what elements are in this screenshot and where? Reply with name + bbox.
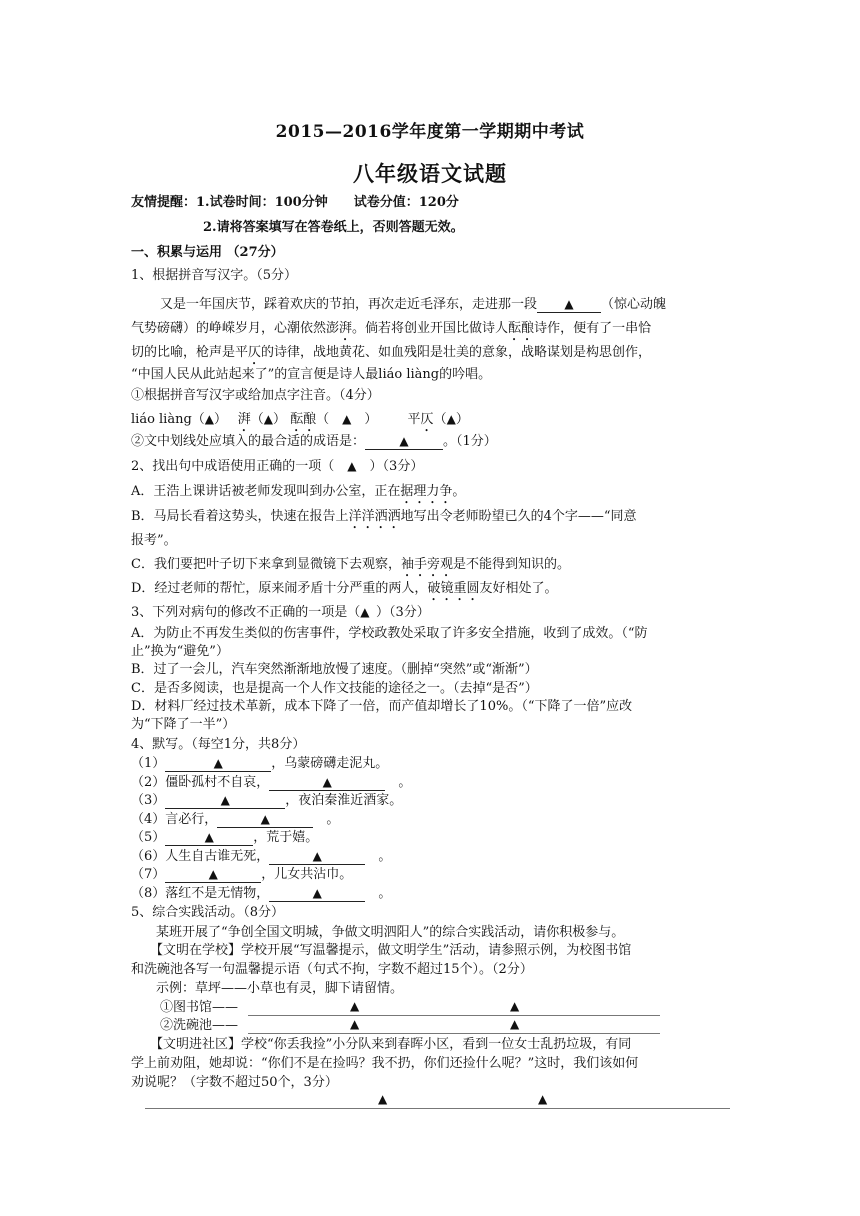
answer-mark: ▲ [360, 605, 370, 619]
q2-option-b: B．马局长看着这势头，快速在报告上洋洋洒洒地写出令老师盼望已久的4个字——“同意 [131, 509, 637, 524]
notice-line-2: 2.请将答案填写在答卷纸上，否则答题无效。 [203, 220, 464, 235]
sink-label: ②洗碗池—— [160, 1018, 239, 1033]
q2-option-a: A．王浩上课讲话被老师发现叫到办公室，正在据理力争。 [131, 484, 466, 499]
answer-mark: ▲ [350, 999, 360, 1013]
answer-mark: ▲ [342, 412, 352, 426]
q4-stem: 4、默写。（每空1分，共8分） [131, 737, 306, 752]
answer-mark: ▲ [510, 1017, 520, 1031]
notice-text-1: 1.试卷时间：100分钟 试卷分值：120分 [196, 195, 459, 210]
q1-answer-blank[interactable]: ▲ [537, 297, 601, 313]
answer-mark: ▲ [446, 412, 456, 426]
q1-sub1-items: liáo liàng（▲） 湃（▲） 酝酿（ ▲ ） 平仄（▲） [131, 412, 469, 427]
recite-blank[interactable]: ▲ [165, 793, 285, 809]
q1-stem: 1、根据拼音写汉字。（5分） [131, 268, 298, 283]
exam-subtitle: 八年级语文试题 [353, 161, 507, 186]
q3-option-b: B．过了一会儿，汽车突然渐渐地放慢了速度。（删掉“突然”或“渐渐”） [131, 662, 538, 677]
q1-sub2: ②文中划线处应填入的最合适的成语是： ▲ 。（1分） [131, 434, 497, 449]
q3-option-a: A．为防止不再发生类似的伤害事件，学校政教处采取了许多安全措施，收到了成效。（“防 [131, 626, 648, 641]
q2-option-b-cont: 报考”。 [131, 533, 177, 548]
q1-sub1: ①根据拼音写汉字或给加点字注音。（4分） [131, 388, 380, 403]
q5-example: 示例：草坪——小草也有灵，脚下请留情。 [156, 981, 404, 996]
answer-mark: ▲ [263, 412, 273, 426]
notice-label: 友情提醒： [131, 195, 197, 210]
q3-option-a-cont: 止”换为“避免”） [131, 644, 229, 659]
q3-option-d-cont: 为“下降了一半”） [131, 717, 236, 732]
exam-title: 2015—2016学年度第一学期期中考试 [275, 122, 585, 142]
q5-community-line-2: 学上前劝阻，她却说：“你们不是在捡吗？我不扔，你们还捡什么呢？”这时，我们该如何 [131, 1056, 639, 1071]
section-heading: 一、积累与运用 （27分） [131, 245, 284, 260]
notice-line-1 [131, 194, 459, 212]
q5-intro: 某班开展了“争创全国文明城，争做文明泗阳人”的综合实践活动，请你积极参与。 [156, 925, 625, 940]
q2-stem: 2、找出句中成语使用正确的一项（ ▲ ）（3分） [131, 459, 424, 474]
q1-passage-line-4: “中国人民从此站起来了”的宣言便是诗人最liáo liàng的吟唱。 [131, 367, 492, 382]
q2-option-d: D．经过老师的帮忙，原来闹矛盾十分严重的两人，破镜重圆友好相处了。 [131, 581, 558, 596]
answer-mark: ▲ [347, 459, 357, 473]
library-label: ①图书馆—— [160, 1000, 239, 1015]
q5-school-line-1: 【文明在学校】学校开展“写温馨提示，做文明学生”活动，请参照示例，为校图书馆 [150, 943, 632, 958]
q5-stem: 5、综合实践活动。（8分） [131, 905, 285, 920]
q5-community-line-1: 【文明进社区】学校“你丢我捡”小分队来到春晖小区，看到一位女士乱扔垃圾，有同 [150, 1037, 632, 1052]
recite-blank[interactable]: ▲ [269, 775, 385, 791]
recite-item: （2）僵卧孤村不自哀， ▲ 。 [131, 775, 412, 790]
q3-stem: 3、下列对病句的修改不正确的一项是（▲ ）（3分） [131, 605, 430, 620]
recite-blank[interactable]: ▲ [269, 849, 365, 865]
answer-mark: ▲ [378, 1092, 388, 1106]
recite-blank[interactable]: ▲ [165, 756, 271, 772]
q1-passage-line-2: 气势磅礴）的峥嵘岁月，心潮依然澎湃。倘若将创业开国比做诗人酝酿诗作，便有了一串恰 [131, 321, 652, 336]
answer-mark: ▲ [538, 1092, 548, 1106]
recite-blank[interactable]: ▲ [269, 886, 365, 902]
library-answer-line[interactable] [248, 1015, 660, 1016]
q5-community-line-3: 劝说呢？（字数不超过50个，3分） [131, 1075, 338, 1090]
q3-option-d: D．材料厂经过技术革新，成本下降了一倍，而产值却增长了10%。（“下降了一倍”应改 [131, 699, 633, 714]
recite-item: （7） ▲ ，儿女共沾巾。 [131, 867, 353, 882]
recite-item: （4）言必行， ▲ 。 [131, 812, 340, 827]
answer-mark: ▲ [350, 1017, 360, 1031]
q5-school-line-2: 和洗碗池各写一句温馨提示语（句式不拘，字数不超过15个）。（2分） [131, 962, 533, 977]
q1-passage-line-3: 切的比喻，枪声是平仄的诗律，战地黄花、如血残阳是壮美的意象，战略谋划是构思创作， [131, 345, 652, 360]
recite-item: （3） ▲ ，夜泊秦淮近酒家。 [131, 793, 403, 808]
recite-blank[interactable]: ▲ [217, 812, 313, 828]
recite-blank[interactable]: ▲ [165, 867, 261, 883]
recite-item: （8）落红不是无情物， ▲ 。 [131, 886, 392, 901]
recite-blank[interactable]: ▲ [165, 830, 253, 846]
q2-option-c: C．我们要把叶子切下来拿到显微镜下去观察，袖手旁观是不能得到知识的。 [131, 557, 570, 572]
sink-answer-line[interactable] [248, 1033, 660, 1034]
q3-option-c: C．是否多阅读，也是提高一个人作文技能的途径之一。（去掉“是否”） [131, 681, 538, 696]
recite-item: （5） ▲ ，荒于嬉。 [131, 830, 319, 845]
recite-item: （6）人生自古谁无死， ▲ 。 [131, 849, 392, 864]
recite-item: （1） ▲ ，乌蒙磅礴走泥丸。 [131, 756, 389, 771]
q1-passage-line-1: 又是一年国庆节，踩着欢庆的节拍，再次走近毛泽东，走进那一段 ▲ （惊心动魄 [160, 297, 667, 312]
answer-mark: ▲ [510, 999, 520, 1013]
idiom-answer-blank[interactable]: ▲ [365, 434, 443, 450]
community-answer-line[interactable] [145, 1108, 730, 1109]
answer-mark: ▲ [204, 412, 215, 426]
